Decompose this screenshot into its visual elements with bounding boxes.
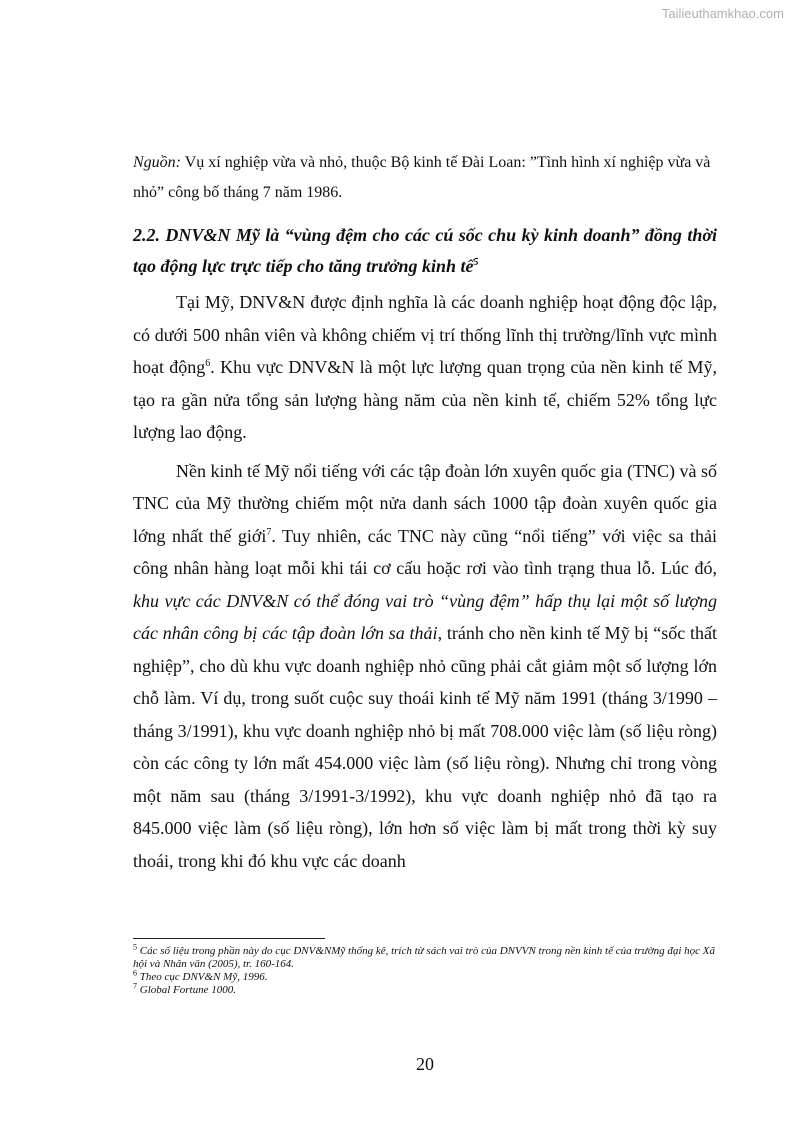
paragraph-1 (133, 286, 717, 449)
footnote-ref-7[interactable]: 7 (266, 526, 272, 538)
paragraph-2-part2: . Tuy nhiên, các TNC này cũng “nổi tiếng” với việc sa thải công nhân hàng loạt mỗi khi tái cơ cấu hoặc rơi vào tình trạng thua lỗ. Lúc đó, (133, 525, 717, 578)
footnote-5 (133, 942, 723, 971)
footnote-number: 6 (133, 968, 137, 978)
watermark: Tailieuthamkhao.com (661, 6, 784, 21)
footnote-text: Global Fortune 1000. (137, 984, 236, 996)
footnote-text: Theo cục DNV&N Mỹ, 1996. (137, 971, 268, 983)
source-note (133, 148, 717, 208)
source-text: Vụ xí nghiệp vừa và nhỏ, thuộc Bộ kinh tế Đài Loan: ”Tình hình xí nghiệp vừa và nhỏ” công bố tháng 7 năm 1986. (133, 154, 711, 201)
paragraph-2-part3: , tránh cho nền kinh tế Mỹ bị “sốc thất nghiệp”, cho dù khu vực doanh nghiệp nhỏ cũng phải cắt giảm một số lượng lớn chỗ làm. Ví dụ, trong suốt cuộc suy thoái kinh tế Mỹ năm 1991 (tháng 3/1990 – tháng 3/1991), khu vực doanh nghiệp nhỏ bị mất 708.000 việc làm (số liệu ròng) còn các công ty lớn mất 454.000 việc làm (số liệu ròng). Nhưng chỉ trong vòng một năm sau (tháng 3/1991-3/1992), khu vực doanh nghiệp nhỏ đã tạo ra 845.000 việc làm (số liệu ròng), lớn hơn số việc làm bị mất trong thời kỳ suy thoái, trong khi đó khu vực các doanh (133, 623, 717, 871)
page-number (0, 1054, 794, 1075)
footnote-divider (133, 938, 325, 939)
footnote-text: Các số liệu trong phần này do cục DNV&NMỹ thống kê, trích từ sách vai trò của DNVVN trong nền kinh tế của trường đại học Xã hội và Nhân văn (2005), tr. 160-164. (133, 945, 715, 970)
footnote-ref-5[interactable]: 5 (473, 257, 479, 268)
footnote-ref-6[interactable]: 6 (205, 358, 211, 369)
footnotes (133, 942, 723, 997)
section-heading (133, 220, 717, 282)
paragraph-2-part1: Nền kinh tế Mỹ nổi tiếng với các tập đoàn lớn xuyên quốc gia (TNC) và số TNC của Mỹ thường chiếm một nửa danh sách 1000 tập đoàn xuyên quốc gia lớng nhất thế giới (133, 460, 717, 546)
page-body (133, 148, 717, 883)
footnote-7 (133, 981, 723, 997)
footnote-number: 7 (133, 981, 137, 991)
footnote-6 (133, 968, 723, 984)
paragraph-1-part2: . Khu vực DNV&N là một lực lượng quan trọng của nền kinh tế Mỹ, tạo ra gần nửa tổng sản lượng hàng năm của nền kinh tế, chiếm 52% tổng lực lượng lao động. (133, 357, 717, 442)
heading-text: 2.2. DNV&N Mỹ là “vùng đệm cho các cú sốc chu kỳ kinh doanh” đồng thời tạo động lực trực tiếp cho tăng trưởng kinh tế (133, 225, 717, 276)
paragraph-1-part1: Tại Mỹ, DNV&N được định nghĩa là các doanh nghiệp hoạt động độc lập, có dưới 500 nhân viên và không chiếm vị trí thống lĩnh thị trường/lĩnh vực mình hoạt động (133, 292, 717, 377)
source-label: Nguồn: (133, 154, 181, 171)
footnote-number: 5 (133, 942, 137, 952)
page-number-text: 20 (416, 1054, 434, 1074)
paragraph-2 (133, 455, 717, 878)
paragraph-2-emphasis: khu vực các DNV&N có thể đóng vai trò “vùng đệm” hấp thụ lại một số lượng các nhân công bị các tập đoàn lớn sa thải (133, 590, 717, 643)
